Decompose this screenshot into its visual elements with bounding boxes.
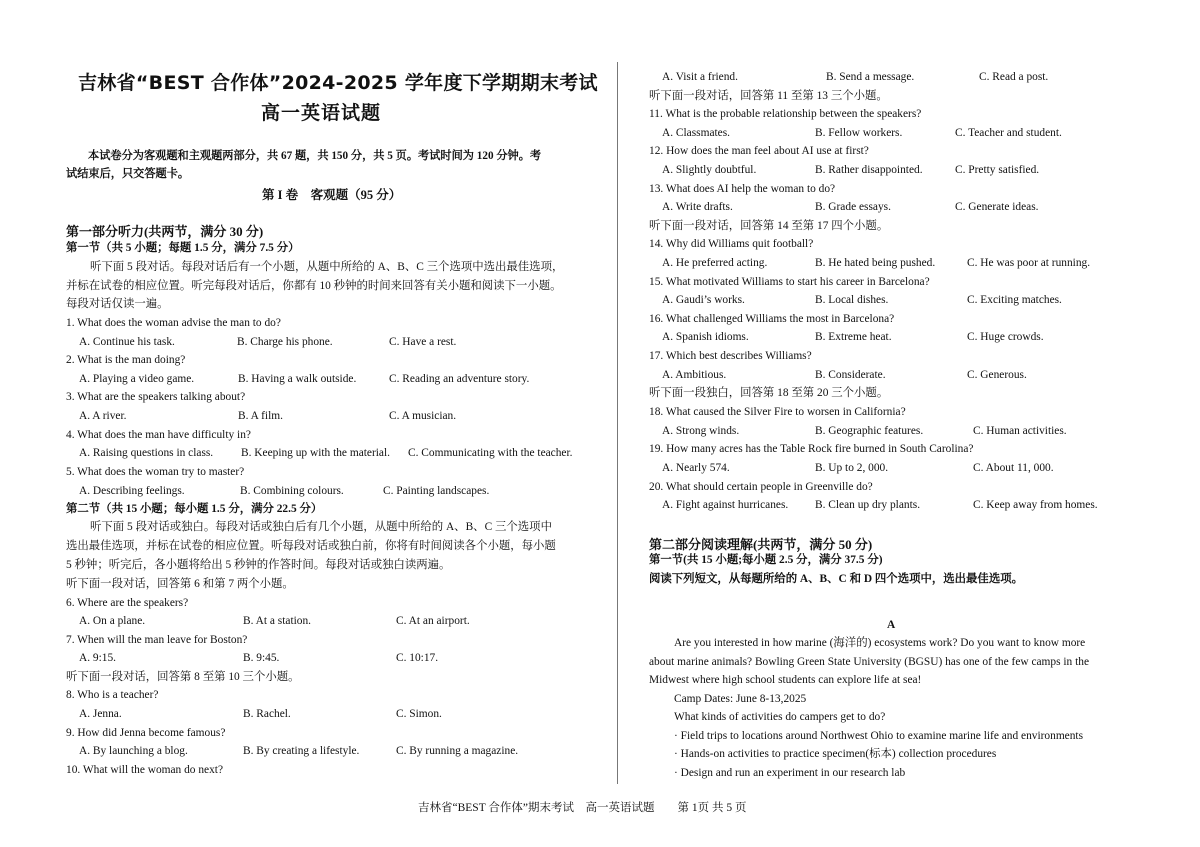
option-a: A. He preferred acting. (662, 257, 768, 269)
instructions-line-1: 本试卷分为客观题和主观题两部分，共 67 题，共 150 分，共 5 页。考试时间为 120 分钟。考 (88, 150, 542, 162)
question-stem: 1. What does the woman advise the man to do? (66, 317, 281, 329)
option-b: B. Grade essays. (815, 201, 891, 213)
question-stem: 16. What challenged Williams the most in Barcelona? (649, 313, 895, 325)
listening-cue: 听下面一段对话，回答第 11 至第 13 三个小题。 (649, 90, 888, 102)
option-b: B. Local dishes. (815, 294, 889, 306)
part1-section2-directions: 听下面 5 段对话或独白。每段对话或独白后有几个小题，从题中所给的 A、B、C 三个选项中 (90, 521, 552, 533)
option-c: C. Communicating with the teacher. (408, 447, 573, 459)
part1-section2-directions: 选出最佳选项，并标在试卷的相应位置。听每段对话或独白前，你将有时间阅读各个小题，每小题 (66, 540, 556, 552)
activity-bullet: · Design and run an experiment in our research lab (674, 767, 906, 779)
option-b: B. Keeping up with the material. (241, 447, 390, 459)
listening-cue: 听下面一段对话，回答第 8 至第 10 三个小题。 (66, 671, 300, 683)
option-b: B. He hated being pushed. (815, 257, 936, 269)
question-stem: 2. What is the man doing? (66, 354, 186, 366)
option-a: A. Spanish idioms. (662, 331, 749, 343)
option-c: C. 10:17. (396, 652, 439, 664)
part1-section1-directions: 每段对话仅读一遍。 (66, 298, 169, 310)
question-stem: 18. What caused the Silver Fire to worsen in California? (649, 406, 906, 418)
option-a: A. Slightly doubtful. (662, 164, 757, 176)
question-stem: 19. How many acres has the Table Rock fire burned in South Carolina? (649, 443, 974, 455)
question-stem: 17. Which best describes Williams? (649, 350, 812, 362)
question-stem: 7. When will the man leave for Boston? (66, 634, 248, 646)
option-c: C. Pretty satisfied. (955, 164, 1040, 176)
option-a: A. On a plane. (79, 615, 146, 627)
listening-cue: 听下面一段对话，回答第 6 和第 7 两个小题。 (66, 578, 294, 590)
activities-question: What kinds of activities do campers get to do? (674, 711, 886, 723)
instructions-line-2: 试结束后，只交答题卡。 (66, 168, 190, 180)
passage-text: Midwest where high school students can explore life at sea! (649, 674, 922, 686)
camp-dates: Camp Dates: June 8-13,2025 (674, 693, 807, 705)
listening-cue: 听下面一段对话，回答第 14 至第 17 四个小题。 (649, 220, 889, 232)
question-stem: 10. What will the woman do next? (66, 764, 224, 776)
option-b: B. Considerate. (815, 369, 886, 381)
option-a: A. Raising questions in class. (79, 447, 214, 459)
option-c: C. Simon. (396, 708, 442, 720)
option-b: B. Charge his phone. (237, 336, 333, 348)
question-stem: 14. Why did Williams quit football? (649, 238, 814, 250)
option-c: C. Have a rest. (389, 336, 457, 348)
question-stem: 15. What motivated Williams to start his career in Barcelona? (649, 276, 930, 288)
option-a: A. 9:15. (79, 652, 117, 664)
option-a: A. Strong winds. (662, 425, 740, 437)
option-a: A. Gaudi’s works. (662, 294, 745, 306)
option-c: C. He was poor at running. (967, 257, 1091, 269)
part1-section1-heading: 第一节（共 5 小题；每题 1.5 分，满分 7.5 分） (66, 242, 300, 254)
question-stem: 5. What does the woman try to master? (66, 466, 245, 478)
question-stem: 4. What does the man have difficulty in? (66, 429, 251, 441)
page-footer: 吉林省“BEST 合作体”期末考试 高一英语试题 第 1页 共 5 页 (418, 802, 747, 814)
question-stem: 8. Who is a teacher? (66, 689, 159, 701)
part1-section1-directions: 听下面 5 段对话。每段对话后有一个小题，从题中所给的 A、B、C 三个选项中选出最佳选项， (90, 261, 564, 273)
option-a: A. Playing a video game. (79, 373, 195, 385)
option-c: C. By running a magazine. (396, 745, 519, 757)
option-c: C. Teacher and student. (955, 127, 1062, 139)
passage-text: Are you interested in how marine (海洋的) ecosystems work? Do you want to know more (674, 637, 1086, 649)
option-b: B. At a station. (243, 615, 312, 627)
part1-section2-directions: 5 秒钟；听完后，各小题将给出 5 秒钟的作答时间。每段对话或独白读两遍。 (66, 559, 451, 571)
passage-label: A (887, 619, 896, 631)
part1-section2-heading: 第二节（共 15 小题；每小题 1.5 分，满分 22.5 分） (66, 503, 323, 515)
option-c: C. At an airport. (396, 615, 470, 627)
option-c: C. About 11, 000. (973, 462, 1054, 474)
activity-bullet: · Hands-on activities to practice specimen(标本) collection procedures (674, 748, 997, 760)
option-b: B. Fellow workers. (815, 127, 903, 139)
option-c: C. Read a post. (979, 71, 1049, 83)
option-b: B. Clean up dry plants. (815, 499, 921, 511)
question-stem: 6. Where are the speakers? (66, 597, 189, 609)
option-c: C. Exciting matches. (967, 294, 1062, 306)
option-c: C. Generate ideas. (955, 201, 1039, 213)
option-b: B. Rather disappointed. (815, 164, 923, 176)
option-b: B. Geographic features. (815, 425, 924, 437)
column-divider (617, 62, 618, 784)
activity-bullet: · Field trips to locations around Northwest Ohio to examine marine life and environments (674, 730, 1084, 742)
option-b: B. Rachel. (243, 708, 291, 720)
listening-cue: 听下面一段独白，回答第 18 至第 20 三个小题。 (649, 387, 889, 399)
option-b: B. Up to 2, 000. (815, 462, 889, 474)
option-c: C. Huge crowds. (967, 331, 1044, 343)
option-b: B. Combining colours. (240, 485, 344, 497)
option-b: B. A film. (238, 410, 283, 422)
option-c: C. Generous. (967, 369, 1027, 381)
option-a: A. Visit a friend. (662, 71, 738, 83)
option-a: A. Ambitious. (662, 369, 727, 381)
question-stem: 20. What should certain people in Greenville do? (649, 481, 873, 493)
option-a: A. Nearly 574. (662, 462, 730, 474)
option-c: C. A musician. (389, 410, 457, 422)
exam-title: 吉林省“BEST 合作体”2024-2025 学年度下学期期末考试 (78, 72, 598, 94)
volume-title: 第 I 卷 客观题（95 分） (262, 188, 402, 202)
option-b: B. 9:45. (243, 652, 280, 664)
part1-section1-directions: 并标在试卷的相应位置。听完每段对话后，你都有 10 秒钟的时间来回答有关小题和阅读下一小题。 (66, 280, 562, 292)
option-b: B. By creating a lifestyle. (243, 745, 360, 757)
option-b: B. Extreme heat. (815, 331, 892, 343)
option-c: C. Keep away from homes. (973, 499, 1098, 511)
option-a: A. Classmates. (662, 127, 731, 139)
option-a: A. Describing feelings. (79, 485, 185, 497)
question-stem: 12. How does the man feel about AI use at first? (649, 145, 869, 157)
option-c: C. Reading an adventure story. (389, 373, 530, 385)
option-b: B. Having a walk outside. (238, 373, 357, 385)
option-a: A. Fight against hurricanes. (662, 499, 789, 511)
question-stem: 9. How did Jenna become famous? (66, 727, 226, 739)
question-stem: 13. What does AI help the woman to do? (649, 183, 836, 195)
question-stem: 3. What are the speakers talking about? (66, 391, 246, 403)
option-a: A. By launching a blog. (79, 745, 188, 757)
option-a: A. Write drafts. (662, 201, 733, 213)
exam-subtitle: 高一英语试题 (261, 102, 382, 124)
part2-section1-heading: 第一节(共 15 小题;每小题 2.5 分，满分 37.5 分) (649, 554, 883, 566)
question-stem: 11. What is the probable relationship between the speakers? (649, 108, 922, 120)
part2-directions: 阅读下列短文，从每题所给的 A、B、C 和 D 四个选项中，选出最佳选项。 (649, 573, 1023, 585)
part1-heading: 第一部分听力(共两节，满分 30 分) (66, 224, 264, 239)
option-a: A. A river. (79, 410, 127, 422)
part2-heading: 第二部分阅读理解(共两节，满分 50 分) (649, 537, 873, 552)
option-b: B. Send a message. (826, 71, 915, 83)
option-c: C. Painting landscapes. (383, 485, 490, 497)
option-c: C. Human activities. (973, 425, 1067, 437)
option-a: A. Jenna. (79, 708, 122, 720)
passage-text: about marine animals? Bowling Green State University (BGSU) has one of the few camps in the (649, 656, 1090, 668)
option-a: A. Continue his task. (79, 336, 175, 348)
